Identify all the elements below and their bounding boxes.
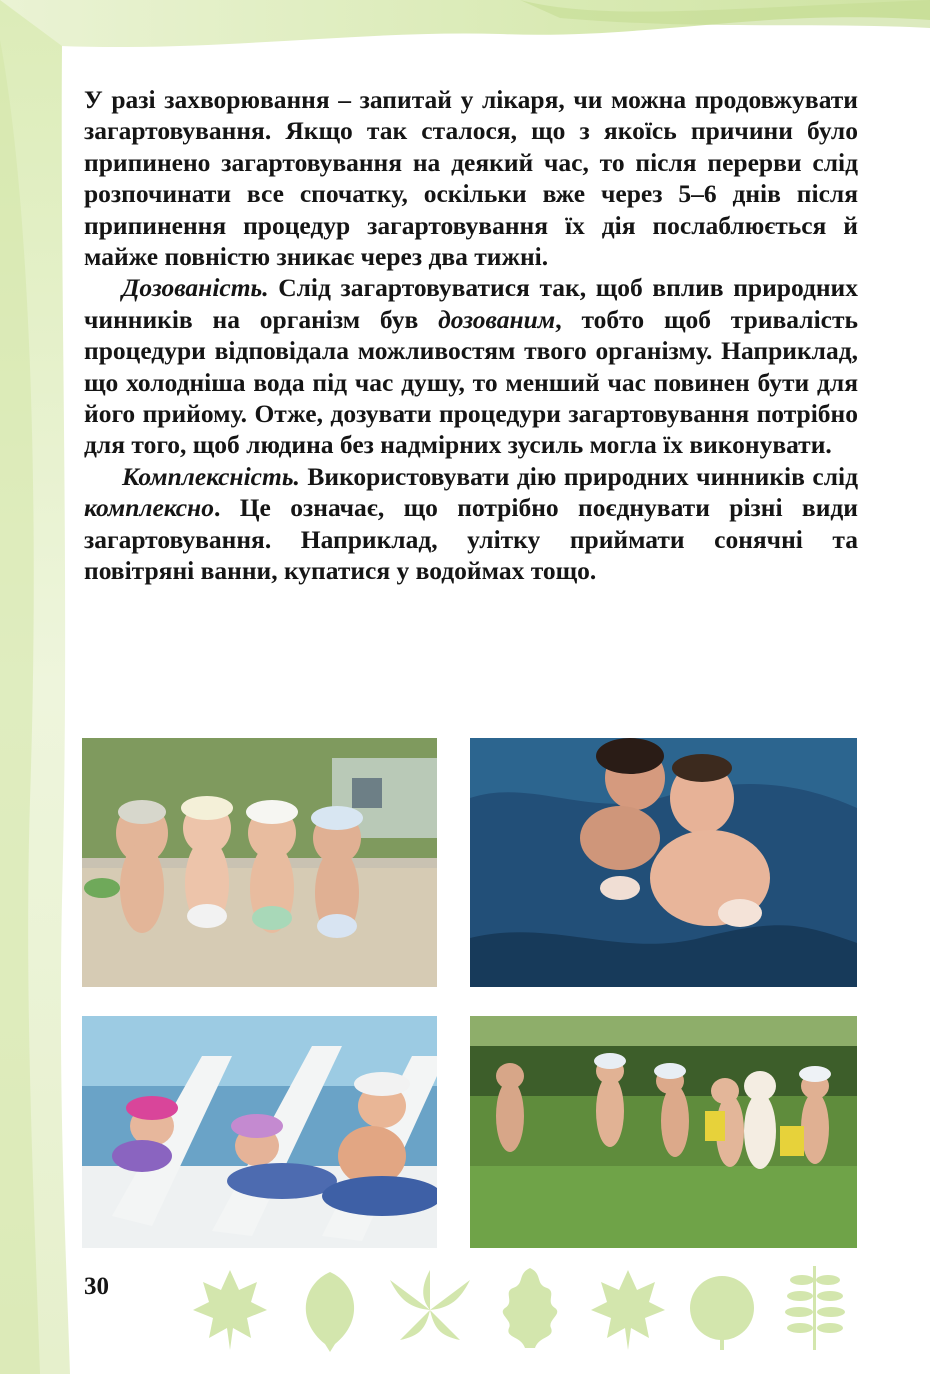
round-leaf-icon bbox=[690, 1276, 754, 1350]
term-complexity: Комплексність. bbox=[122, 461, 300, 491]
paragraph-hardening-illness: У разі захворювання – запитай у лікаря, чи можна продовжувати загартовування. Якщо так сталося, що з якоїсь причини було припинено загартовування на деякий час, то після перерви слід розпочинати все спочатку, оскільки вже через 5–6 днів після припинення процедур загартовування їх дія послаблюється й майже повністю зникає через два тижні. bbox=[84, 85, 858, 272]
birch-leaf-icon bbox=[306, 1272, 354, 1352]
page-number: 30 bbox=[84, 1273, 109, 1300]
term-dosage: Дозованість. bbox=[122, 273, 269, 303]
leaf-decoration bbox=[175, 1262, 865, 1352]
rowan-leaf-icon bbox=[785, 1266, 845, 1350]
photo-sun-loungers bbox=[82, 1016, 437, 1248]
paragraph-complexity bbox=[84, 461, 858, 587]
emphasis-complex: комплексно bbox=[84, 493, 214, 523]
photo-children-exercising bbox=[82, 738, 437, 987]
photo-swimming bbox=[470, 738, 857, 987]
emphasis-dosed: дозованим bbox=[438, 304, 556, 334]
paragraph-complexity-text-b: . Це означає, що потрібно поєднувати різні види загартовування. Наприклад, улітку приймати сонячні та повітряні ванни, купатися у водоймах тощо. bbox=[84, 493, 858, 586]
oak-leaf-icon bbox=[503, 1268, 558, 1348]
chestnut-leaf-icon bbox=[390, 1270, 470, 1340]
paragraph-dosage bbox=[84, 272, 858, 460]
photo-grass-walk bbox=[470, 1016, 857, 1248]
main-text bbox=[84, 84, 858, 587]
paragraph-dosage-text-b: , тобто щоб тривалість процедури відповідала можливостям твого організму. Наприклад, що холодніша вода під час душу, то менший час повинен бути для його прийому. Отже, дозувати процедури загартовування потрібно для того, щоб людина без надмірних зусиль могла їх виконувати. bbox=[84, 304, 858, 460]
maple-leaf-icon bbox=[193, 1270, 267, 1350]
paragraph-dosage-text-a: Слід загартовуватися так, щоб вплив природних чинників на організм був bbox=[84, 273, 858, 334]
maple-leaf-icon bbox=[591, 1270, 665, 1350]
paragraph-complexity-text-a: Використовувати дію природних чинників слід bbox=[299, 461, 858, 491]
